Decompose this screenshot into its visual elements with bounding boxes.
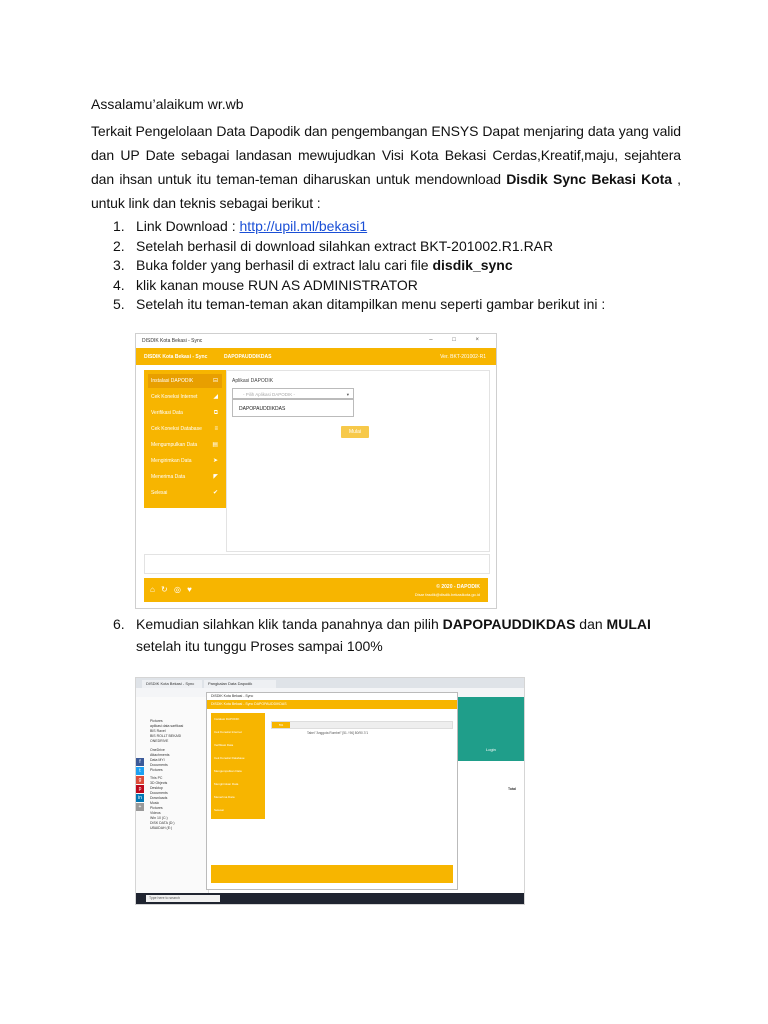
footer-url: Disar fasdik@disdik.bekasikota.go.id <box>414 592 480 597</box>
menu-item-verifikasi[interactable]: Verifikasi Data ⧉ <box>148 406 222 420</box>
intro-app-name: Disdik Sync Bekasi Kota <box>506 171 672 187</box>
taskbar-search[interactable]: Type here to search <box>146 895 220 902</box>
intro-paragraph <box>91 119 681 215</box>
menu-item[interactable]: Mengumpulkan Data <box>214 769 242 773</box>
list-item: 5. Setelah itu teman-teman akan ditampilkan menu seperti gambar berikut ini : <box>113 296 606 312</box>
footer-copyright: © 2020 - DAPODIK <box>436 584 480 590</box>
menu-item-cek-database[interactable]: Cek Koneksi Database ≡ <box>148 422 222 436</box>
download-link[interactable]: http://upil.ml/bekasi1 <box>239 218 368 234</box>
tab-sync[interactable]: DISDIK Kota Bekasi - Sync <box>142 680 202 688</box>
pinterest-icon[interactable]: p <box>136 785 144 793</box>
sync-window <box>206 692 458 890</box>
list-item: 2. Setelah berhasil di download silahkan extract BKT-201002.R1.RAR <box>113 237 554 254</box>
login-link[interactable]: Login <box>486 747 496 752</box>
app-header-bar <box>136 348 496 365</box>
database-icon: ≡ <box>214 426 218 432</box>
facebook-icon[interactable]: f <box>136 758 144 766</box>
app-footer <box>211 865 453 883</box>
app-screenshot-progress <box>135 677 525 905</box>
menu-item-instalasi[interactable]: Instalasi DAPODIK ⊟ <box>148 374 222 388</box>
menu-item[interactable]: Selesai <box>214 808 224 812</box>
twitter-icon[interactable]: t <box>136 767 144 775</box>
menu-item[interactable]: Verifikasi Data <box>214 743 234 747</box>
collect-icon: ▤ <box>212 442 218 448</box>
column-header: Total <box>508 787 517 791</box>
list-item: 1. Link Download : http://upil.ml/bekasi1 <box>113 218 368 234</box>
list-item: 3. Buka folder yang berhasil di extract lalu cari file disdik_sync <box>113 257 513 273</box>
progress-fill: 5% <box>272 722 290 728</box>
verify-icon: ⧉ <box>213 410 218 416</box>
file-explorer: Pictures aplikasi data sarfikasi BIS Ravel BIS ROLLT BEKASI ONEDRIVE OneDrive Attachments Data MYI Documents Pictures This PC 3D Objects Desktop Documents Downloads Music Pictures Videos Win 10 (C:) DISK DATA (D:) UBAIDAH (E:) <box>136 697 209 893</box>
menu-item-mengumpulkan[interactable]: Mengumpulkan Data ▤ <box>148 438 222 452</box>
menu-item[interactable]: Cek Koneksi Database <box>214 756 245 760</box>
intro-text-end: , untuk link dan teknis sebagai berikut : <box>91 171 681 211</box>
window-title: DISDIK Kota Bekasi - Sync <box>142 338 203 344</box>
menu-item[interactable]: Menerima Data <box>214 795 235 799</box>
social-share-bar <box>136 758 144 812</box>
signal-icon: ◢ <box>213 394 218 400</box>
greeting: Assalamu’alaikum wr.wb <box>91 96 244 112</box>
progress-message: Tabel "Anggota Rombel" [51 / 96] 80/90.7/1 <box>307 731 369 735</box>
menu-item[interactable]: Instalasi DAPODIK <box>214 717 240 721</box>
send-icon: ➤ <box>212 458 218 464</box>
share-icon[interactable]: + <box>136 803 144 811</box>
caret-down-icon: ▾ <box>346 392 349 397</box>
menu-item-cek-internet[interactable]: Cek Koneksi Internet ◢ <box>148 390 222 404</box>
linkedin-icon[interactable]: in <box>136 794 144 802</box>
windows-taskbar <box>136 893 524 904</box>
progress-bar <box>271 721 453 729</box>
mulai-button[interactable]: Mulai <box>341 426 369 438</box>
aplikasi-select[interactable]: - Pilih Aplikasi DAPODIK - ▾ <box>232 388 354 399</box>
footer-icons[interactable]: ⌂ ↻ ◎ ♥ <box>150 585 194 594</box>
app-name: DISDIK Kota Bekasi - Sync <box>144 354 208 360</box>
steps-list <box>91 217 691 315</box>
background-website <box>456 697 524 893</box>
sidebar-menu <box>211 713 265 819</box>
window-controls[interactable]: – □ × <box>429 337 488 343</box>
list-item: 4. klik kanan mouse RUN AS ADMINISTRATOR <box>113 276 418 293</box>
log-panel <box>144 554 490 574</box>
select-option[interactable]: DAPOPAUDDIKDAS <box>232 399 354 417</box>
app-footer <box>144 578 488 602</box>
version-label: Ver. BKT-201002-R1 <box>440 354 486 360</box>
check-icon: ✔ <box>212 490 218 496</box>
menu-item-menerima[interactable]: Menerima Data ◤ <box>148 470 222 484</box>
menu-item-selesai[interactable]: Selesai ✔ <box>148 486 222 500</box>
app-screenshot-menu <box>135 333 497 609</box>
intro-text: Terkait Pengelolaan Data Dapodik dan pengembangan ENSYS Dapat menjaring data yang valid dan UP Date sebagai landasan mewujudkan Visi Kota Bekasi Cerdas,Kreatif,maju, sejahtera dan ihsan untuk itu teman-teman diharuskan untuk mendownload <box>91 123 681 187</box>
menu-item[interactable]: Cek Koneksi Internet <box>214 730 242 734</box>
receive-icon: ◤ <box>213 474 218 480</box>
module-name: DAPOPAUDDIKDAS <box>224 354 272 360</box>
google-plus-icon[interactable]: g <box>136 776 144 784</box>
tab-dapodik[interactable]: Pangkalan Data Dapodik <box>204 680 276 688</box>
app-header-bar: DISDIK Kota Bekasi - Sync DAPOPAUDDIKDAS <box>207 700 457 709</box>
field-label: Aplikasi DAPODIK <box>232 378 274 384</box>
step-six: 6. Kemudian silahkan klik tanda panahnya dan pilih DAPOPAUDDIKDAS dan MULAI setelah itu tunggu Proses sampai 100% <box>113 616 651 654</box>
sidebar-menu <box>144 370 226 508</box>
menu-item-mengirimkan[interactable]: Mengirimkan Data ➤ <box>148 454 222 468</box>
window-title: DISDIK Kota Bekasi - Sync <box>211 694 254 698</box>
browser-tabs <box>136 678 524 688</box>
window-titlebar <box>136 334 496 348</box>
menu-item[interactable]: Mengirimkan Data <box>214 782 239 786</box>
install-icon: ⊟ <box>212 378 218 384</box>
